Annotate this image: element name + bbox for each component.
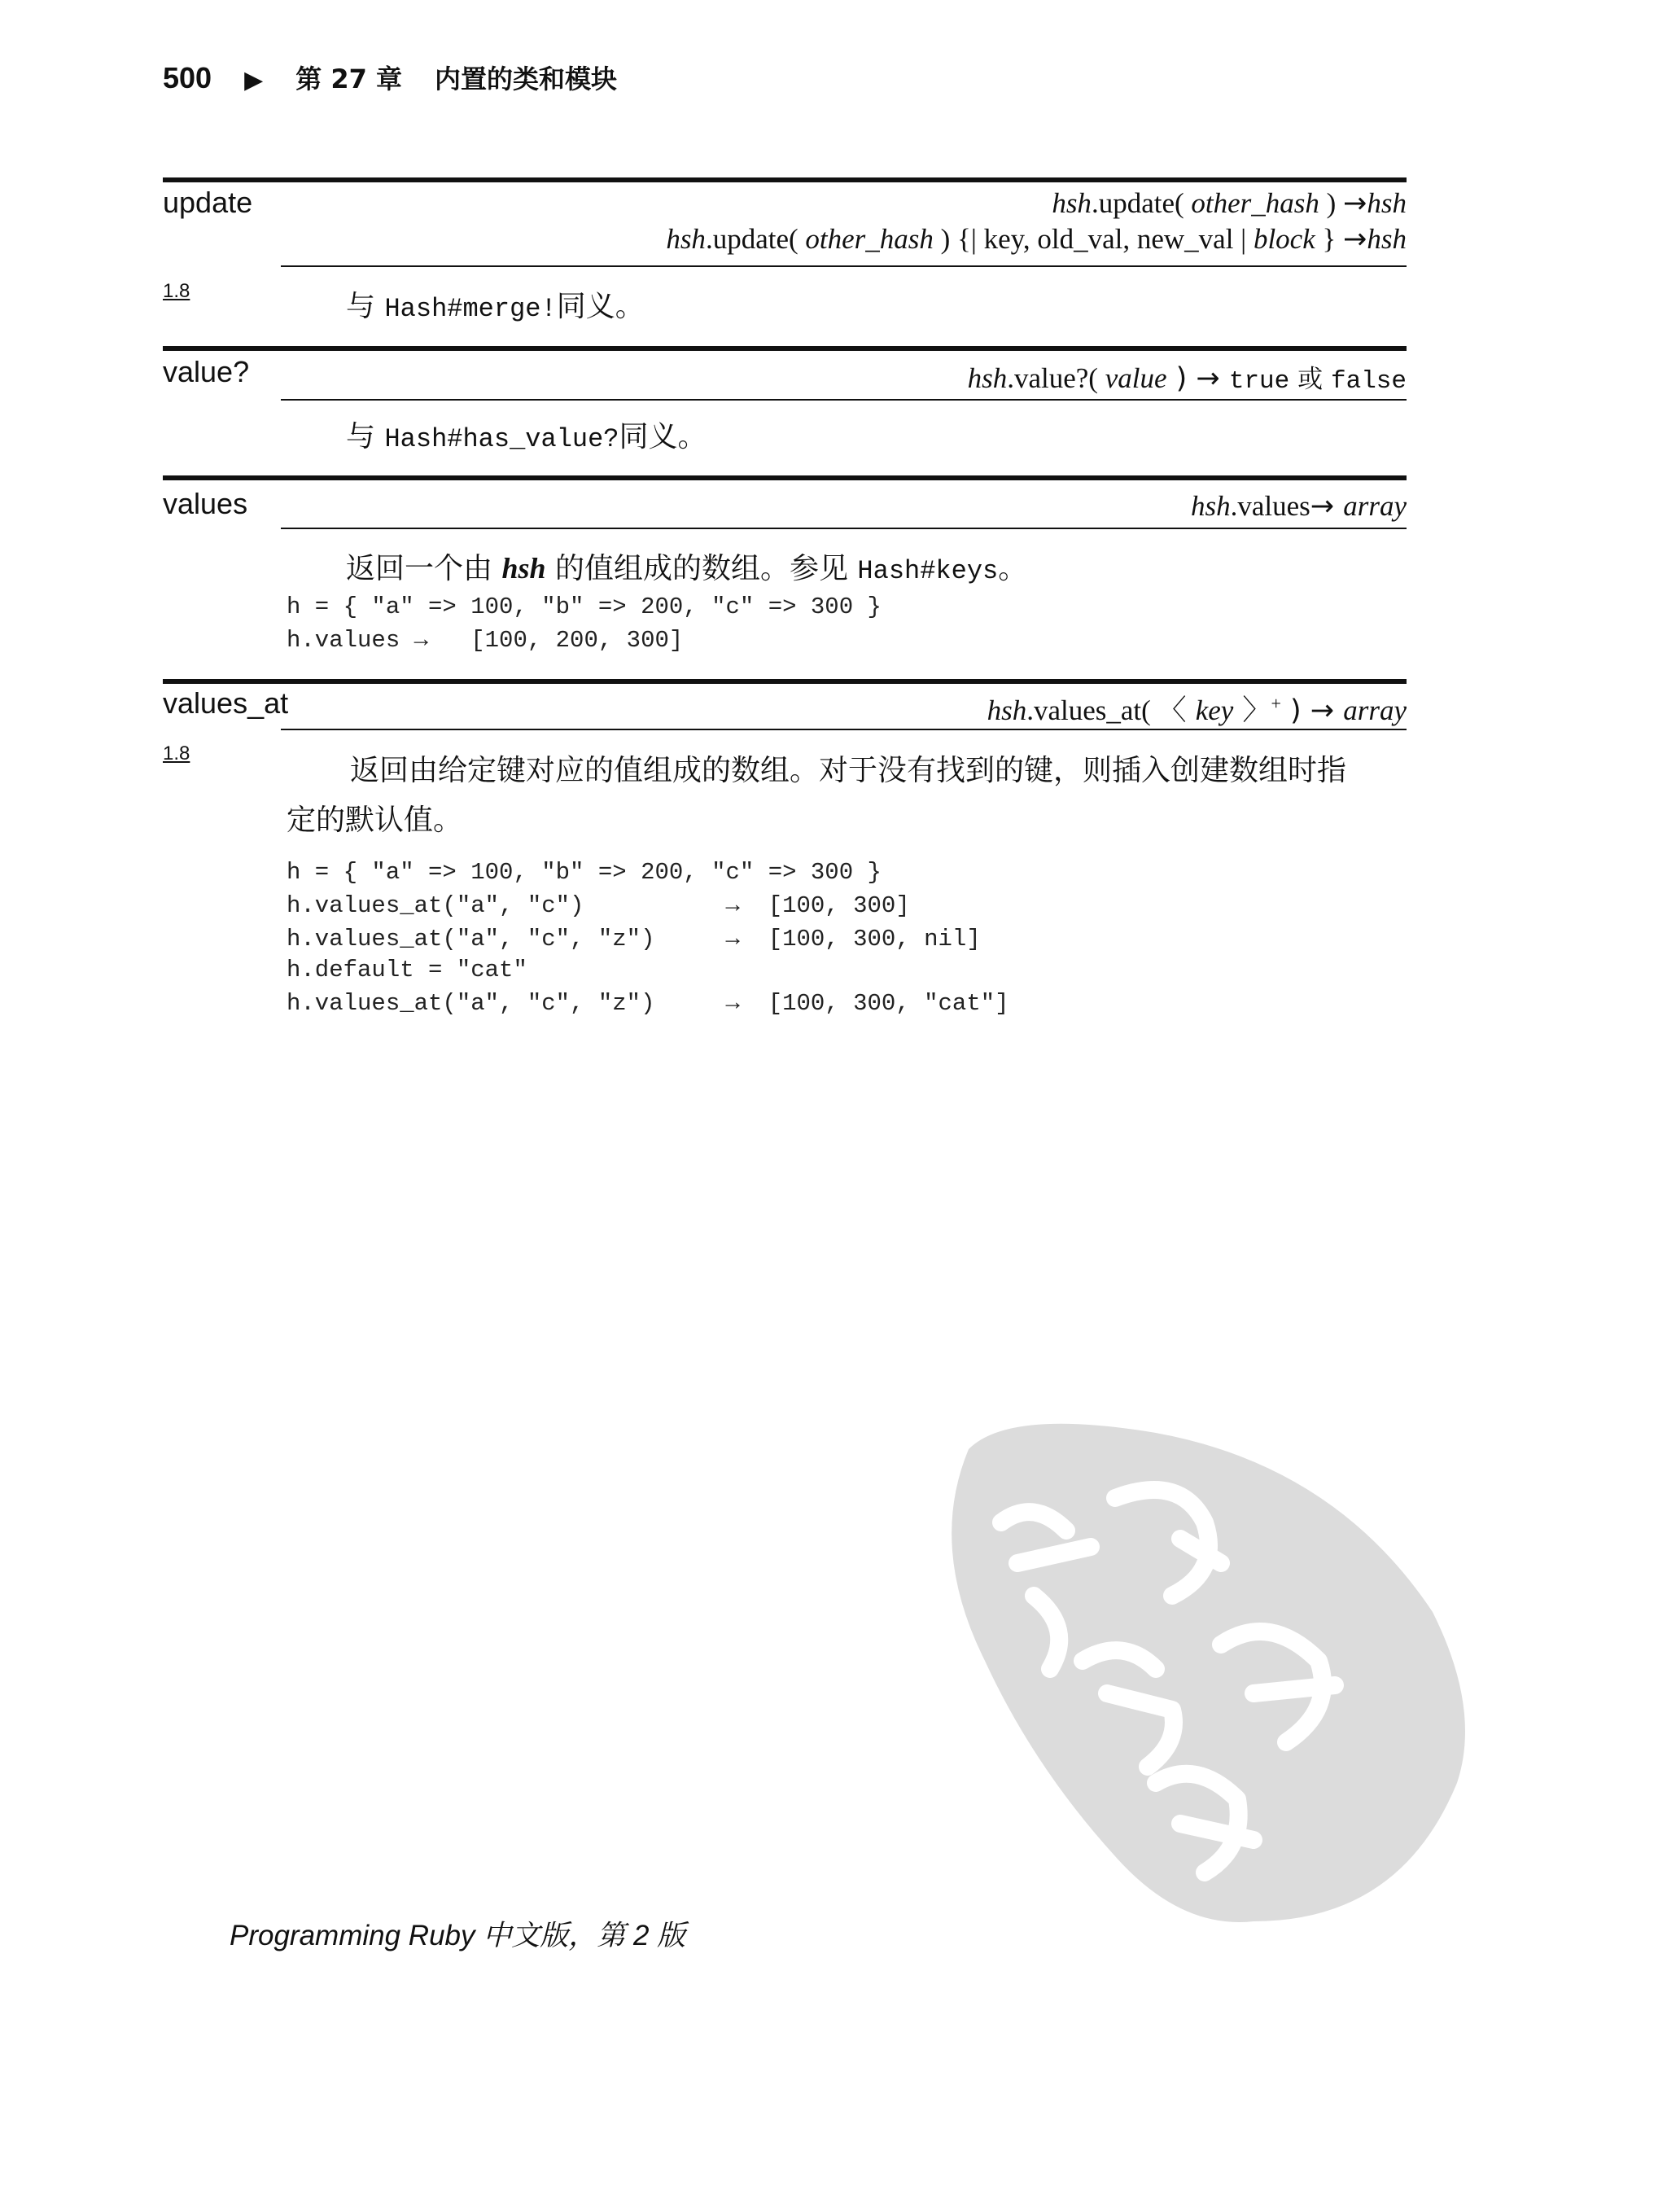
- update-sig1-return: hsh: [1367, 187, 1407, 219]
- values-at-sig-method: .values_at(: [1026, 694, 1158, 726]
- update-top-rule: [163, 177, 1407, 182]
- footer-book-title: Programming Ruby 中文版，第 2 版: [230, 1920, 686, 1951]
- values-at-sig-close: ) →: [1280, 694, 1344, 727]
- chapter-title: 内置的类和模块: [435, 64, 618, 94]
- update-sig2-receiver: hsh: [666, 223, 706, 255]
- value-q-top-rule: [163, 346, 1407, 351]
- values-at-code-line-5: h.values_at("a", "c", "z") → [100, 300, "cat"]: [287, 990, 1009, 1017]
- values-at-sig-receiver: hsh: [987, 694, 1027, 726]
- values-at-sig-rule: [281, 729, 1407, 730]
- value-q-desc-code: Hash#has_value?: [384, 424, 619, 454]
- update-sig2-return: hsh: [1367, 223, 1407, 255]
- value-q-desc-pre: 与: [346, 420, 385, 453]
- watermark-seal-icon: [912, 1400, 1481, 1970]
- values-at-code-line-4: h.default = "cat": [287, 957, 527, 983]
- values-sig-arrow: →: [1310, 490, 1344, 523]
- values-at-sig-return: array: [1343, 694, 1407, 726]
- update-sig2-close: }: [1315, 223, 1344, 255]
- value-q-description: [346, 414, 707, 455]
- value-q-sig-or: 或: [1289, 365, 1331, 394]
- value-q-sig-true: true: [1228, 367, 1290, 396]
- update-sig2-block: block: [1253, 223, 1315, 255]
- values-at-description-line-1: 返回由给定键对应的值组成的数组。对于没有找到的键，则插入创建数组时指: [350, 754, 1347, 787]
- values-at-sig-arg: key: [1195, 694, 1234, 726]
- update-sig2-arg: other_hash: [805, 223, 934, 255]
- update-sig1-receiver: hsh: [1052, 187, 1092, 219]
- values-code-line-2: h.values → [100, 200, 300]: [287, 627, 684, 654]
- values-desc-em: hsh: [501, 552, 546, 585]
- value-q-sig-method: .value?(: [1007, 362, 1105, 394]
- values-at-code-line-1: h = { "a" => 100, "b" => 200, "c" => 300 }: [287, 859, 882, 886]
- values-code-line-1: h = { "a" => 100, "b" => 200, "c" => 300 }: [287, 594, 882, 620]
- update-description: [346, 283, 645, 325]
- method-name-update: update: [163, 186, 253, 219]
- update-sig1-method: .update(: [1091, 187, 1192, 219]
- chapter-marker: ▶: [244, 67, 264, 94]
- method-name-values-at: values_at: [163, 686, 289, 720]
- update-sig1-arrow: →: [1343, 187, 1367, 220]
- values-sig-receiver: hsh: [1190, 490, 1231, 522]
- values-signature: [1191, 490, 1407, 523]
- value-q-signature: [968, 358, 1407, 396]
- update-sig2-arrow: →: [1343, 223, 1367, 256]
- page-number: 500: [163, 61, 212, 94]
- update-desc-pre: 与: [346, 290, 385, 323]
- chapter-number: 第 27 章: [295, 64, 403, 94]
- values-at-version-badge: 1.8: [163, 742, 190, 764]
- value-q-sig-close: ) →: [1166, 362, 1229, 395]
- value-q-sig-arg: value: [1105, 362, 1167, 394]
- values-description: [346, 545, 1027, 587]
- values-at-code-line-2: h.values_at("a", "c") → [100, 300]: [287, 892, 910, 919]
- method-name-value-q: value?: [163, 355, 250, 388]
- value-q-sig-rule: [281, 399, 1407, 401]
- values-sig-rule: [281, 528, 1407, 529]
- value-q-desc-post: 同义。: [619, 420, 707, 453]
- values-at-top-rule: [163, 679, 1407, 684]
- values-sig-return: array: [1343, 490, 1407, 522]
- update-sig1-arg: other_hash: [1191, 187, 1319, 219]
- values-sig-method: .values: [1230, 490, 1310, 522]
- update-sig-rule: [281, 265, 1407, 267]
- values-desc-post: 。: [998, 552, 1028, 585]
- values-at-code-line-3: h.values_at("a", "c", "z") → [100, 300, nil]: [287, 926, 981, 953]
- value-q-sig-receiver: hsh: [967, 362, 1008, 394]
- values-desc-mid: 的值组成的数组。参见: [545, 552, 858, 585]
- update-sig2-block-params: ) {| key, old_val, new_val |: [933, 223, 1254, 255]
- update-desc-post: 同义。: [556, 290, 645, 323]
- values-at-sig-close-angle: 〉: [1233, 694, 1271, 727]
- values-desc-pre: 返回一个由: [346, 552, 502, 585]
- update-version-badge: 1.8: [163, 280, 190, 302]
- values-top-rule: [163, 475, 1407, 480]
- values-desc-code: Hash#keys: [857, 556, 999, 586]
- update-sig2-method: .update(: [705, 223, 806, 255]
- values-at-sig-open: 〈: [1157, 694, 1196, 727]
- page-header: [163, 59, 617, 96]
- value-q-sig-false: false: [1330, 367, 1407, 396]
- method-name-values: values: [163, 487, 248, 520]
- update-sig1-close: ): [1319, 187, 1344, 219]
- values-at-signature: [987, 688, 1407, 729]
- update-signature-1: [1052, 187, 1407, 220]
- update-signature-2: [666, 223, 1407, 256]
- update-desc-code: Hash#merge!: [384, 294, 557, 324]
- values-at-sig-plus: +: [1271, 693, 1281, 714]
- values-at-description-line-2: 定的默认值。: [287, 804, 463, 837]
